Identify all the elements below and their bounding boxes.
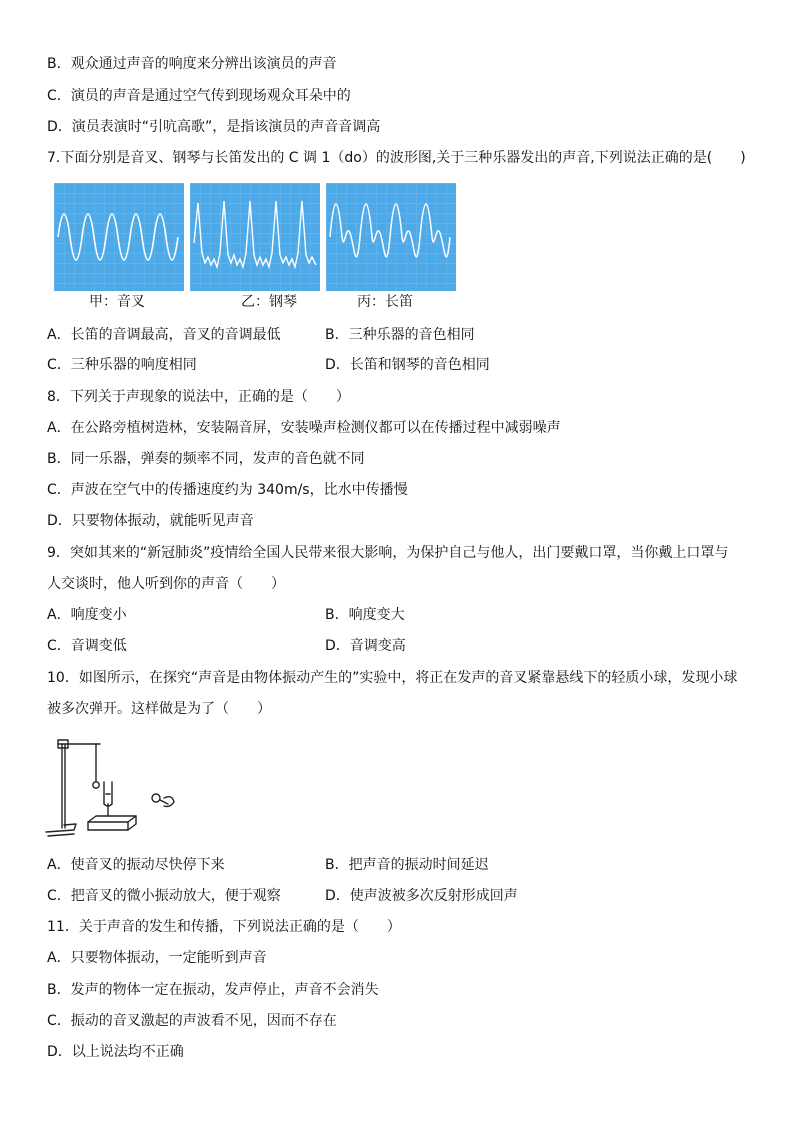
caption-tuning-fork: 甲：音叉	[89, 294, 145, 310]
option-line: D．演员表演时“引吭高歌”，是指该演员的声音音调高	[47, 119, 381, 135]
option-line: D．只要物体振动，就能听见声音	[47, 513, 254, 529]
option-line: B．发声的物体一定在振动，发声停止，声音不会消失	[47, 982, 379, 998]
question-9-stem-cont: 人交谈时，他人听到你的声音（ ）	[47, 576, 285, 592]
option-line: C．振动的音叉激起的声波看不见，因而不存在	[47, 1013, 337, 1029]
question-10-stem: 10．如图所示，在探究“声音是由物体振动产生的”实验中，将正在发声的音叉紧靠悬线下的轻质小球，发现小球	[47, 670, 738, 686]
question-9-stem: 9．突如其来的“新冠肺炎”疫情给全国人民带来很大影响，为保护自己与他人，出门要戴口罩，当你戴上口罩与	[47, 545, 729, 561]
option-line: B．响度变大	[325, 607, 405, 623]
option-line: A．使音叉的振动尽快停下来	[47, 857, 225, 873]
piano-waveform	[190, 183, 320, 291]
option-line: B．同一乐器，弹奏的频率不同，发声的音色就不同	[47, 451, 365, 467]
caption-flute: 丙：长笛	[357, 294, 413, 310]
option-line: A．在公路旁植树造林，安装隔音屏，安装噪声检测仪都可以在传播过程中减弱噪声	[47, 420, 561, 436]
option-line: A．只要物体振动，一定能听到声音	[47, 950, 267, 966]
tuning-fork-waveform	[54, 183, 184, 291]
option-line: A．长笛的音调最高，音叉的音调最低	[47, 327, 281, 343]
option-line: D．以上说法均不正确	[47, 1044, 184, 1060]
option-line: C．三种乐器的响度相同	[47, 357, 197, 373]
option-line: B．把声音的振动时间延迟	[325, 857, 489, 873]
flute-waveform	[326, 183, 456, 291]
option-line: A．响度变小	[47, 607, 127, 623]
option-line: D．音调变高	[325, 638, 406, 654]
caption-piano: 乙：钢琴	[241, 294, 297, 310]
option-line: B．观众通过声音的响度来分辨出该演员的声音	[47, 56, 337, 72]
question-7-stem: 7.下面分别是音叉、钢琴与长笛发出的 C 调 1（do）的波形图,关于三种乐器发出的声音,下列说法正确的是( )	[47, 150, 746, 166]
option-line: D．使声波被多次反射形成回声	[325, 888, 518, 904]
option-line: C．音调变低	[47, 638, 127, 654]
question-8-stem: 8．下列关于声现象的说法中，正确的是（ ）	[47, 389, 350, 405]
tuning-fork-apparatus-figure	[44, 732, 184, 844]
question-10-stem-cont: 被多次弹开。这样做是为了（ ）	[47, 701, 271, 717]
option-line: C．声波在空气中的传播速度约为 340m/s，比水中传播慢	[47, 482, 408, 498]
option-line: C．演员的声音是通过空气传到现场观众耳朵中的	[47, 88, 351, 104]
option-line: B．三种乐器的音色相同	[325, 327, 475, 343]
option-line: C．把音叉的微小振动放大，便于观察	[47, 888, 281, 904]
question-11-stem: 11．关于声音的发生和传播，下列说法正确的是（ ）	[47, 919, 401, 935]
option-line: D．长笛和钢琴的音色相同	[325, 357, 490, 373]
